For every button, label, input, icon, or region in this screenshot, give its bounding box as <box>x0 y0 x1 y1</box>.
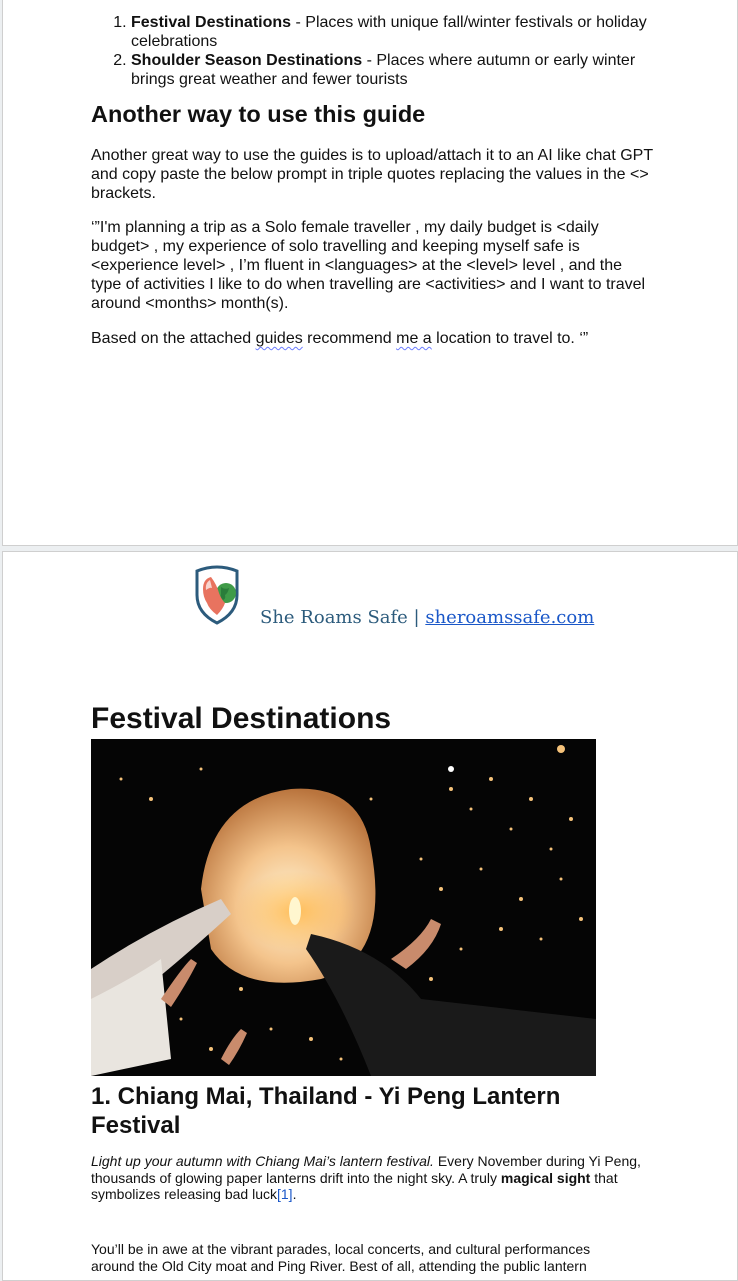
text-span: location to travel to. ‘” <box>431 330 589 347</box>
list-item-text: - Places with unique fall/winter festivals or holiday celebrations <box>131 14 647 50</box>
spellcheck-word[interactable]: guides <box>255 330 303 347</box>
text-span: . <box>292 1186 297 1202</box>
list-item <box>131 13 671 51</box>
lantern-festival-photo <box>91 739 596 1076</box>
page-title: Festival Destinations <box>91 702 392 735</box>
lantern-photo-illustration <box>91 739 596 1076</box>
list-item-title: Shoulder Season Destinations <box>131 52 363 69</box>
text-span: that symbolizes releasing bad luck <box>91 1169 618 1202</box>
destination-heading: 1. Chiang Mai, Thailand - Yi Peng Lantern Festival <box>91 1083 561 1139</box>
bold-text: magical sight <box>500 1169 591 1186</box>
list-item <box>131 51 671 89</box>
list-item-title: Festival Destinations <box>131 14 292 31</box>
paragraph-parades: You’ll be in awe at the vibrant parades, local concerts, and cultural performances around the Old City moat and Ping River. Best of all, attending the public lantern <box>91 1241 591 1274</box>
spellcheck-word[interactable]: me a <box>396 330 432 347</box>
destination-type-list <box>91 13 671 89</box>
brand-name: She Roams Safe | <box>260 607 426 628</box>
italic-text: Light up your autumn with Chiang Mai’s lantern festival. <box>91 1153 434 1169</box>
list-item-text: - Places where autumn or early winter brings great weather and fewer tourists <box>131 52 636 88</box>
brand-header <box>260 607 594 628</box>
text-span: Every November during Yi Peng, thousands of glowing paper lanterns drift into the night sky. A truly <box>91 1153 641 1186</box>
document-page-2 <box>2 551 738 1281</box>
text-span: recommend <box>302 330 397 347</box>
paragraph-chiang-mai <box>91 1153 656 1203</box>
paragraph-prompt: ‘”I'm planning a trip as a Solo female traveller , my daily budget is <daily budget> , my experience of solo travelling and keeping myself safe is <experience level> , I’m fluent in <languages> at the <level> level , and the type of activities I like to do when travelling are <activities> and I want to travel around <months> month(s). <box>91 219 646 312</box>
paragraph-intro: Another great way to use the guides is to upload/attach it to an AI like chat GPT and copy paste the below prompt in triple quotes replacing the values in the <> brackets. <box>91 147 653 202</box>
brand-link[interactable]: sheroamssafe.com <box>425 607 595 628</box>
shield-logo-icon <box>193 565 241 625</box>
paragraph-closing <box>91 329 656 348</box>
footnote-reference[interactable]: [1] <box>276 1186 293 1202</box>
document-page-1 <box>2 0 738 546</box>
text-span: Based on the attached <box>91 330 256 347</box>
section-heading: Another way to use this guide <box>91 101 426 127</box>
